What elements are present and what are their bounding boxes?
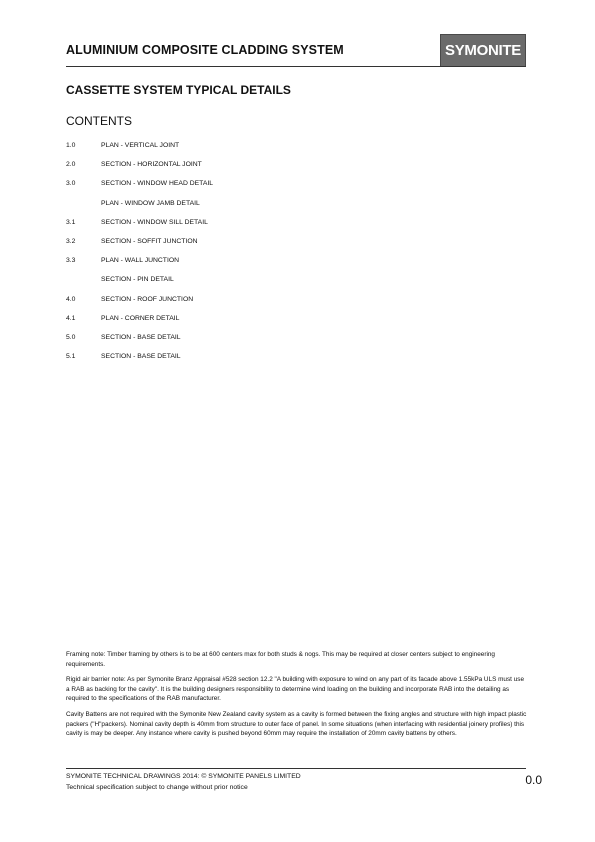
- toc-item: [66, 200, 466, 219]
- toc-item: [66, 334, 466, 353]
- footer-copyright: SYMONITE TECHNICAL DRAWINGS 2014: © SYMONITE PANELS LIMITED: [66, 773, 301, 780]
- header-divider: [66, 66, 526, 67]
- toc-item: [66, 276, 466, 295]
- toc-number: 5.1: [66, 353, 76, 361]
- toc-label: SECTION - HORIZONTAL JOINT: [101, 161, 202, 169]
- notes-block: [66, 650, 528, 745]
- toc-item: [66, 296, 466, 315]
- toc-label: PLAN - VERTICAL JOINT: [101, 142, 180, 149]
- toc-label: SECTION - ROOF JUNCTION: [101, 295, 194, 303]
- logo-text: SYMONITE: [445, 42, 521, 59]
- toc-number: 3.0: [66, 180, 76, 188]
- table-of-contents: [66, 142, 466, 372]
- toc-item: [66, 219, 466, 238]
- toc-label: SECTION - WINDOW SILL DETAIL: [101, 218, 208, 226]
- toc-number: 3.3: [66, 257, 76, 265]
- page-number: 0.0: [525, 773, 542, 787]
- toc-number: 2.0: [66, 161, 76, 169]
- footer-divider: [66, 768, 526, 769]
- toc-number: 1.0: [66, 142, 76, 149]
- section-title: CASSETTE SYSTEM TYPICAL DETAILS: [66, 83, 291, 97]
- toc-item: [66, 180, 466, 199]
- toc-label: SECTION - SOFFIT JUNCTION: [101, 237, 198, 245]
- toc-item: [66, 315, 466, 334]
- toc-label: SECTION - PIN DETAIL: [101, 276, 174, 284]
- contents-heading: CONTENTS: [66, 114, 132, 128]
- cavity-battens-note: Cavity Battens are not required with the Symonite New Zealand cavity system as a cavity is formed between the fixing angles and structure with high impact plastic packers ("H"packers). Nominal cavity depth is 40mm from structure to outer face of panel. In some situations (when interfacing with residential joinery profiles) this cavity is may be deeper. Any instance where cavity is pushed beyond 60mm may require the installation of 20mm cavity battens by others.: [66, 710, 527, 738]
- rigid-air-barrier-note: Rigid air barrier note: As per Symonite Branz Appraisal #528 section 12.2 "A building with exposure to wind on any part of its facade above 1.55kPa ULS must use a RAB as backing for the cavity". It is the building designers responsibility to determine wind loading on the building and incorporate RAB into the detailing as required to the specifications of the RAB manufacturer.: [66, 676, 525, 703]
- footer-disclaimer: Technical specification subject to change without prior notice: [66, 784, 248, 791]
- toc-number: 3.2: [66, 237, 76, 245]
- toc-item: [66, 161, 466, 180]
- toc-label: SECTION - BASE DETAIL: [101, 333, 181, 341]
- toc-item: [66, 142, 466, 161]
- toc-item: [66, 353, 466, 372]
- toc-item: [66, 238, 466, 257]
- toc-label: PLAN - WINDOW JAMB DETAIL: [101, 199, 200, 207]
- framing-note: Framing note: Timber framing by others is to be at 600 centers max for both studs & nogs. This may be required at closer centers subject to engineering requirements.: [66, 651, 495, 668]
- toc-number: 5.0: [66, 333, 76, 341]
- toc-label: SECTION - BASE DETAIL: [101, 353, 181, 361]
- toc-number: 3.1: [66, 218, 76, 226]
- toc-label: SECTION - WINDOW HEAD DETAIL: [101, 180, 214, 188]
- toc-label: PLAN - WALL JUNCTION: [101, 257, 180, 265]
- toc-number: 4.0: [66, 295, 76, 303]
- toc-item: [66, 257, 466, 276]
- symonite-logo: [440, 34, 526, 67]
- document-header-title: ALUMINIUM COMPOSITE CLADDING SYSTEM: [66, 43, 344, 57]
- toc-label: PLAN - CORNER DETAIL: [101, 314, 180, 322]
- toc-number: 4.1: [66, 314, 76, 322]
